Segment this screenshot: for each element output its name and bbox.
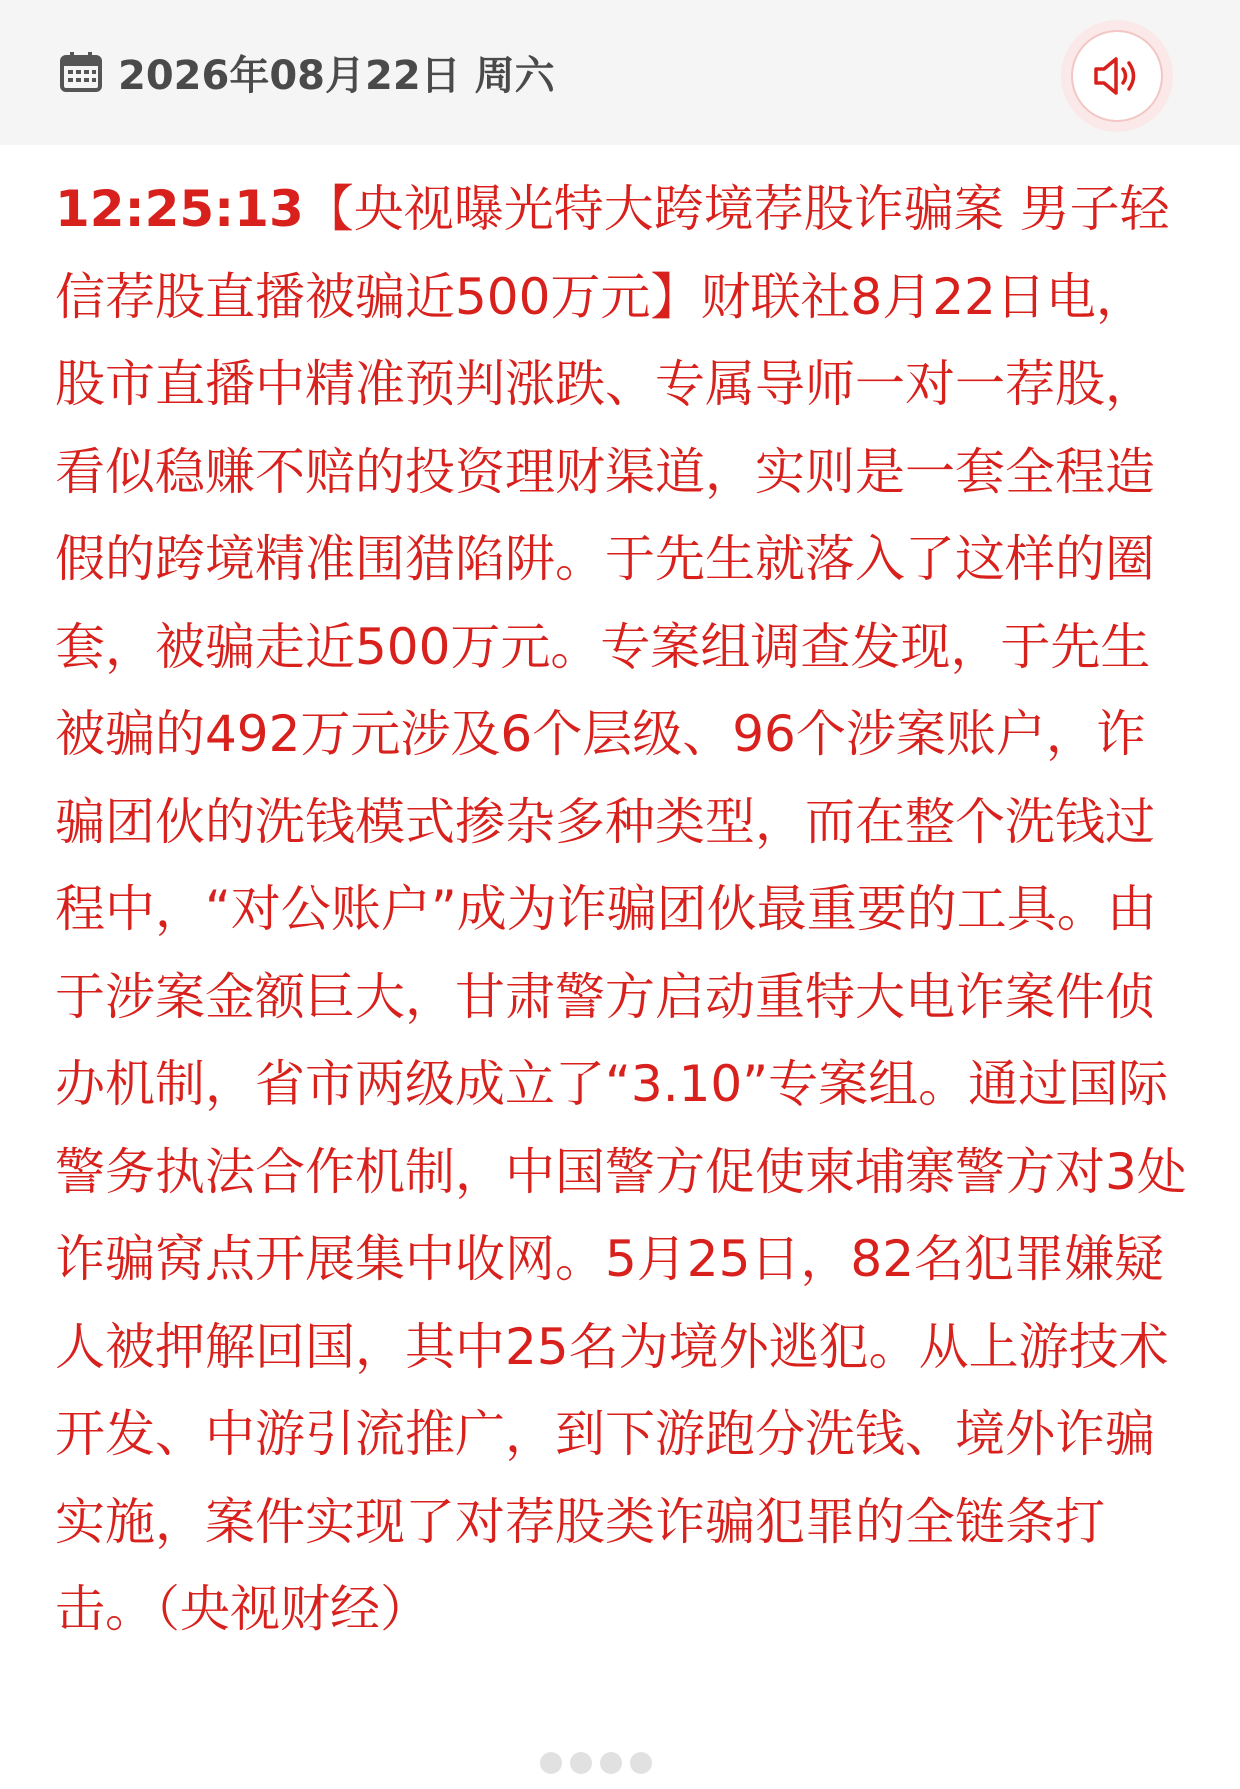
bottom-fade: [0, 1700, 1240, 1789]
watermark-dot: [600, 1752, 622, 1774]
watermark-dot: [630, 1752, 652, 1774]
watermark-dots: [540, 1752, 652, 1774]
news-time: 12:25:13: [55, 180, 304, 238]
read-aloud-button[interactable]: [1061, 20, 1173, 132]
news-article: [55, 166, 1190, 1654]
date-row: [60, 46, 555, 98]
watermark-dot: [570, 1752, 592, 1774]
news-body: 财联社8月22日电，股市直播中精准预判涨跌、专属导师一对一荐股，看似稳赚不赔的投资理财渠道，实则是一套全程造假的跨境精准围猎陷阱。于先生就落入了这样的圈套，被骗走近500万元。专案组调查发现，于先生被骗的492万元涉及6个层级、96个涉案账户，诈骗团伙的洗钱模式掺杂多种类型，而在整个洗钱过程中，“对公账户”成为诈骗团伙最重要的工具。由于涉案金额巨大，甘肃警方启动重特大电诈案件侦办机制，省市两级成立了“3.10”专案组。通过国际警务执法合作机制，中国警方促使柬埔寨警方对3处诈骗窝点开展集中收网。5月25日，82名犯罪嫌疑人被押解回国，其中25名为境外逃犯。从上游技术开发、中游引流推广，到下游跑分洗钱、境外诈骗实施，案件实现了对荐股类诈骗犯罪的全链条打击。（央视财经）: [55, 267, 1187, 1638]
date-label: 2026年08月22日 周六: [118, 52, 555, 99]
calendar-icon: [60, 52, 102, 92]
watermark-dot: [540, 1752, 562, 1774]
news-headline: 【央视曝光特大跨境荐股诈骗案 男子轻信荐股直播被骗近500万元】: [55, 180, 1170, 326]
header-bar: [0, 0, 1240, 145]
speaker-icon: [1092, 54, 1142, 98]
read-aloud-button-inner[interactable]: [1071, 30, 1163, 122]
